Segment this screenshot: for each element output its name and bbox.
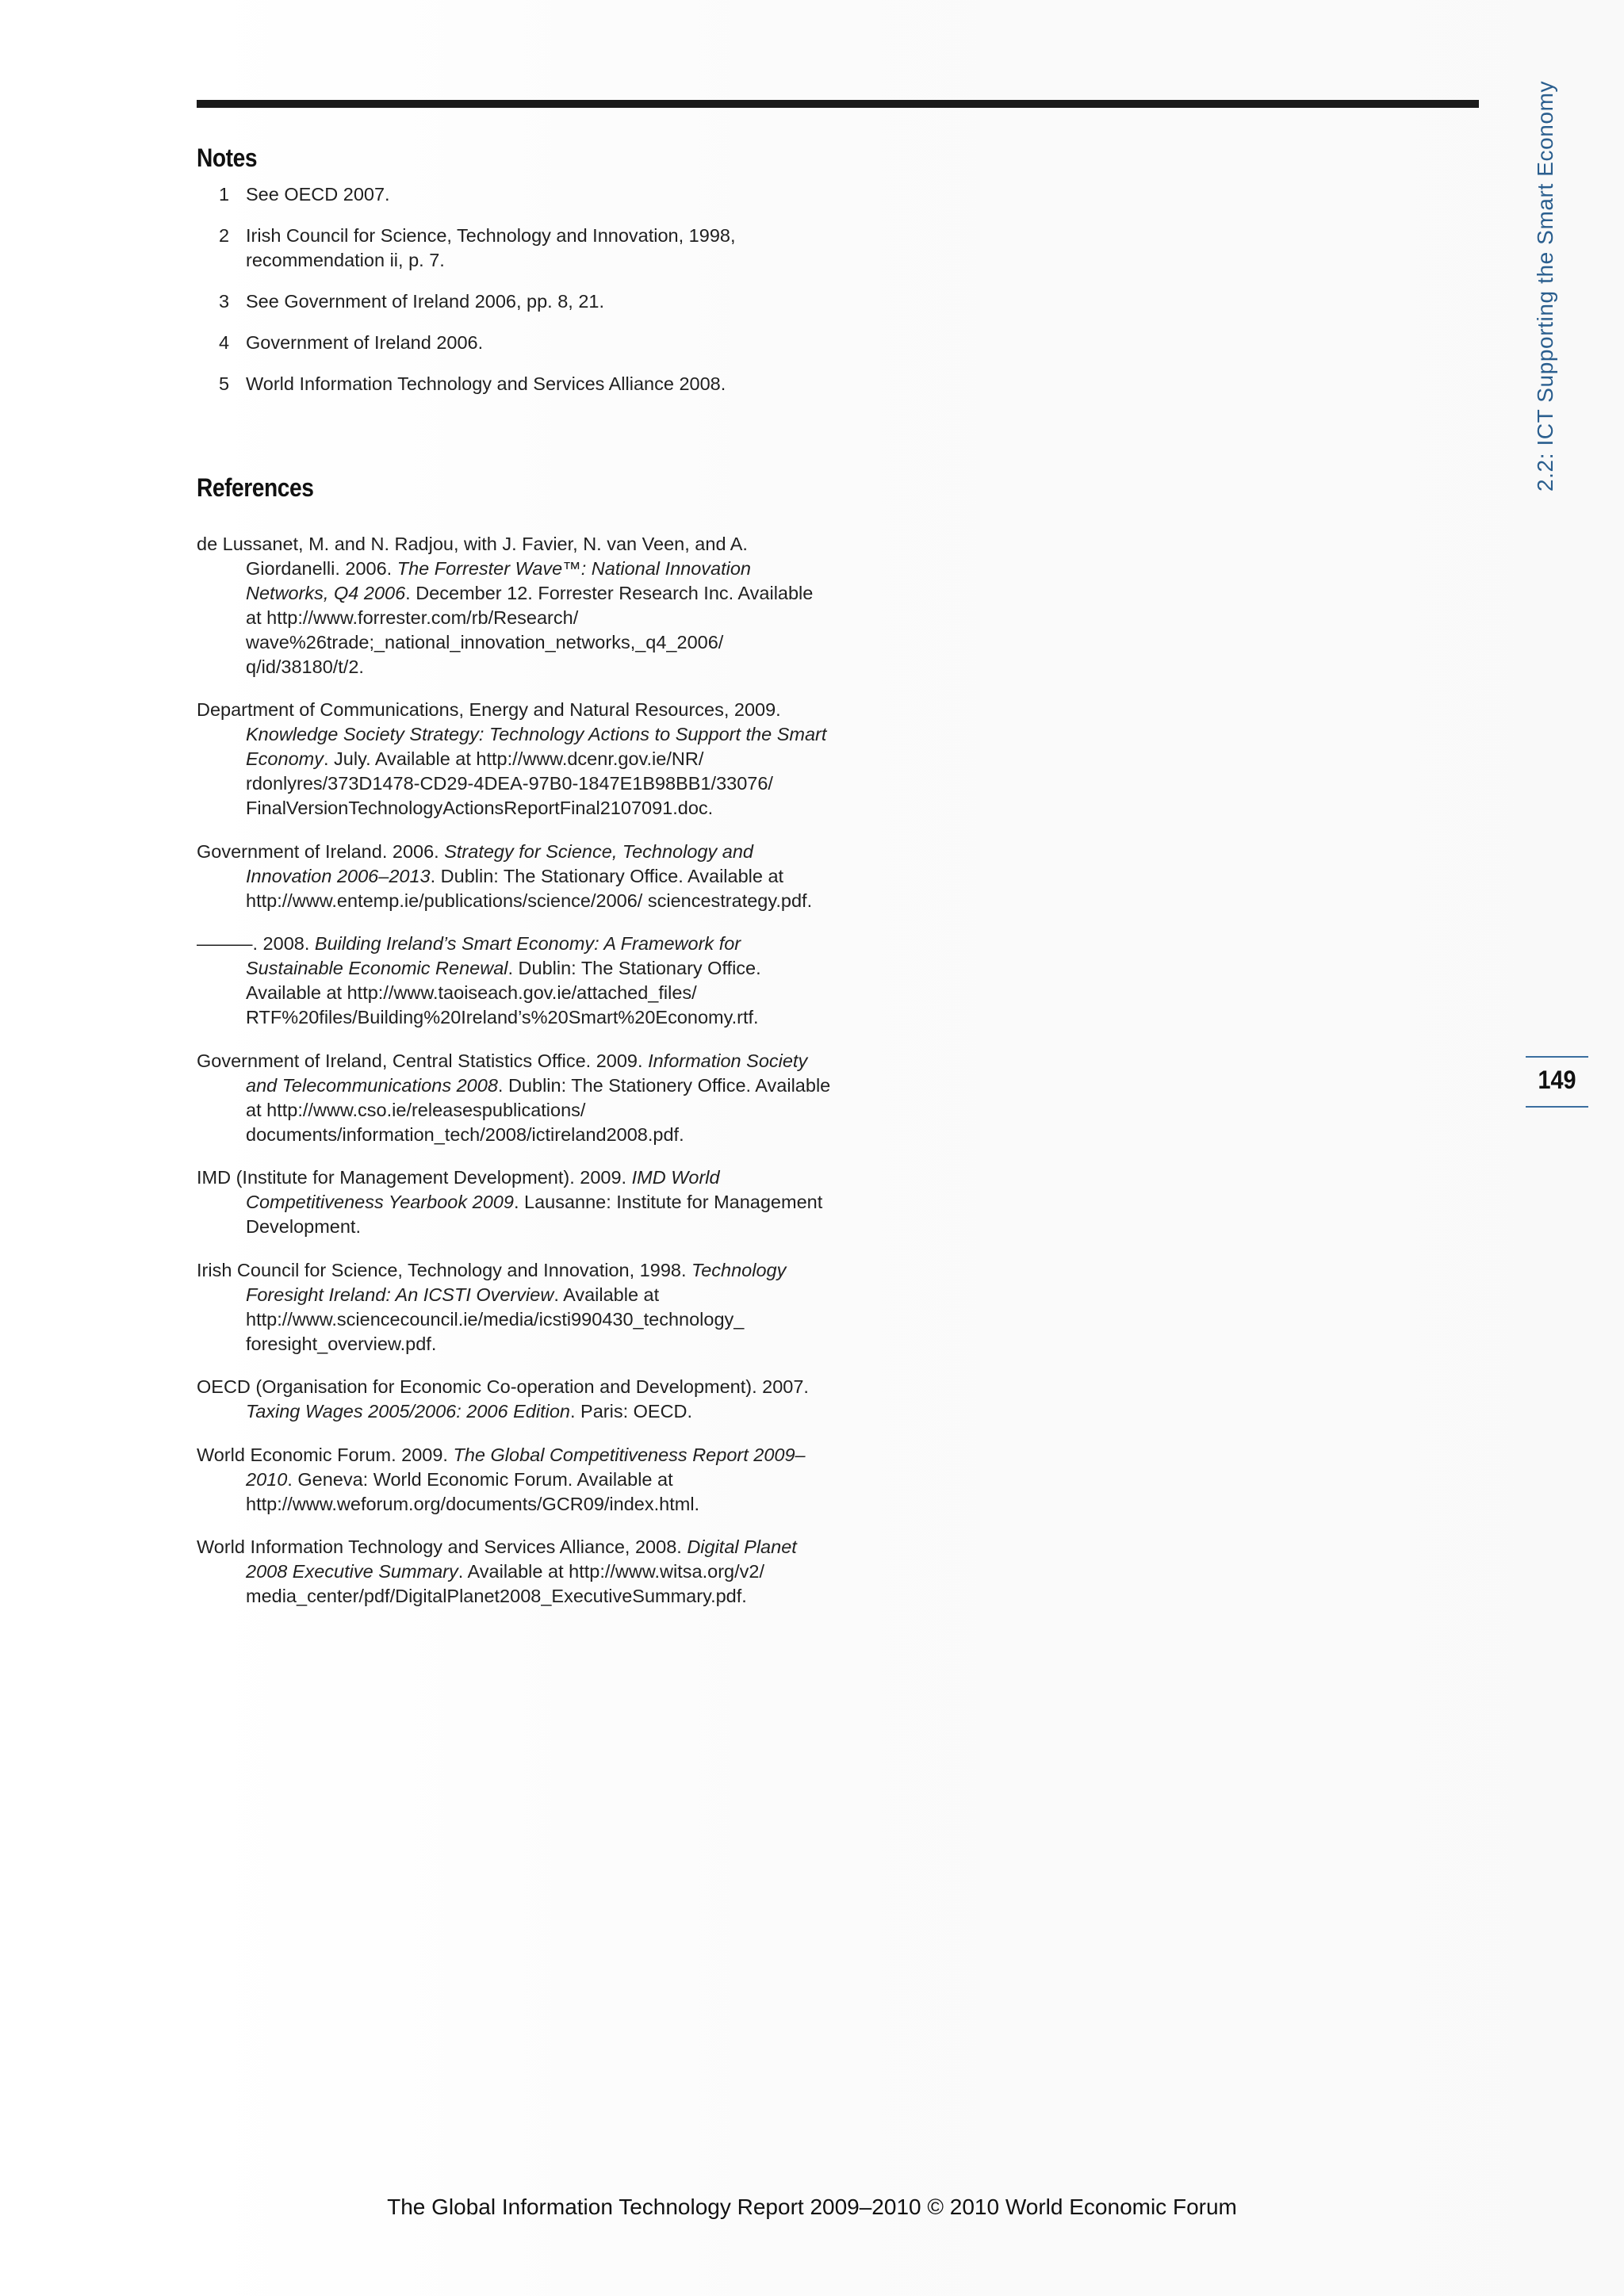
reference-detail: . Available at http://www.sciencecouncil.ie/media/icsti990430_technology_ foresight_overview.pdf. [246,1284,745,1354]
notes-heading: Notes [197,144,258,172]
references-heading: References [197,473,314,502]
reference-lead: OECD (Organisation for Economic Co-operation and Development). 2007. [197,1376,809,1397]
reference-detail: . December 12. Forrester Research Inc. Available at http://www.forrester.com/rb/Research/ wave%26trade;_national_innovation_networks,_q4_2006/ q/id/38180/t/2. [246,582,814,677]
reference-lead: Government of Ireland. 2006. [197,840,445,862]
reference-title: The Forrester Wave™: National Innovation Networks, Q4 2006 [246,557,752,603]
reference-lead: World Information Technology and Services Alliance, 2008. [197,1536,688,1557]
reference-title: IMD World Competitiveness Yearbook 2009 [246,1167,720,1212]
reference-entry [197,1049,831,1147]
reference-lead: Irish Council for Science, Technology and Innovation, 1998. [197,1259,692,1280]
note-text: World Information Technology and Services Alliance 2008. [246,373,726,394]
note-number: 2 [219,225,230,246]
note-item [197,372,879,396]
page-number-rule-bottom [1526,1106,1588,1108]
note-item [197,224,879,273]
note-item [197,331,879,355]
reference-lead: de Lussanet, M. and N. Radjou, with J. Favier, N. van Veen, and A. Giordanelli. 2006. [197,533,748,579]
reference-entry [197,840,831,913]
reference-entry [197,1165,831,1239]
reference-entry [197,532,831,679]
reference-entry [197,932,831,1030]
note-item [197,182,879,207]
reference-detail: . July. Available at http://www.dcenr.gov.ie/NR/ rdonlyres/373D1478-CD29-4DEA-97B0-1847E1B98BB1/33076/ FinalVersionTechnologyActionsReportFinal2107091.doc. [246,748,773,818]
reference-entry [197,698,831,821]
note-number: 4 [219,332,230,353]
reference-title: Building Ireland’s Smart Economy: A Framework for Sustainable Economic Renewal [246,933,741,978]
reference-lead: World Economic Forum. 2009. [197,1444,454,1465]
reference-detail: . Available at http://www.witsa.org/v2/ media_center/pdf/DigitalPlanet2008_ExecutiveSummary.pdf. [246,1561,764,1606]
reference-detail: . Dublin: The Stationary Office. Available at http://www.entemp.ie/publications/science/2006/ sciencestrategy.pdf. [246,865,813,911]
reference-entry [197,1258,831,1357]
references-list [197,513,831,1625]
reference-title: Technology Foresight Ireland: An ICSTI Overview [246,1259,787,1305]
page-number-rule-top [1526,1056,1588,1058]
reference-entry [197,1443,831,1517]
reference-title: Digital Planet 2008 Executive Summary [246,1536,797,1582]
top-rule [197,100,1479,108]
reference-lead: ———. 2008. [197,933,315,954]
note-item [197,289,879,314]
note-text: See OECD 2007. [246,184,390,205]
note-number: 5 [219,373,230,394]
reference-detail: . Dublin: The Stationery Office. Available at http://www.cso.ie/releasespublications/ documents/information_tech/2008/ictireland2008.pdf. [246,1074,831,1145]
reference-detail: . Dublin: The Stationary Office. Available at http://www.taoiseach.gov.ie/attached_files/ RTF%20files/Building%20Ireland’s%20Smart%20Economy.rtf. [246,958,761,1027]
page-footer: The Global Information Technology Report 2009–2010 © 2010 World Economic Forum [387,2195,1237,2219]
notes-list [197,182,879,413]
reference-lead: Department of Communications, Energy and Natural Resources, 2009. [197,699,781,720]
reference-detail: . Geneva: World Economic Forum. Available at http://www.weforum.org/documents/GCR09/index.html. [246,1468,700,1514]
note-text: Government of Ireland 2006. [246,332,484,353]
reference-title: The Global Competitiveness Report 2009–2010 [246,1444,806,1490]
reference-title: Knowledge Society Strategy: Technology Actions to Support the Smart Economy [246,724,827,769]
reference-entry [197,1535,831,1609]
reference-entry [197,1375,831,1424]
reference-lead: Government of Ireland, Central Statistics Office. 2009. [197,1050,649,1071]
reference-title: Strategy for Science, Technology and Innovation 2006–2013 [246,840,753,886]
reference-detail: . Lausanne: Institute for Management Development. [246,1192,823,1237]
note-text: Irish Council for Science, Technology and Innovation, 1998, recommendation ii, p. 7. [246,225,736,270]
note-number: 3 [219,291,230,312]
page-number: 149 [1538,1066,1576,1094]
note-text: See Government of Ireland 2006, pp. 8, 21. [246,291,605,312]
reference-detail: . Paris: OECD. [569,1401,693,1422]
reference-title: Information Society and Telecommunications 2008 [246,1050,808,1096]
reference-lead: IMD (Institute for Management Development). 2009. [197,1167,632,1188]
reference-title: Taxing Wages 2005/2006: 2006 Edition [246,1401,570,1422]
note-number: 1 [219,184,230,205]
running-head: 2.2: ICT Supporting the Smart Economy [1533,80,1557,492]
